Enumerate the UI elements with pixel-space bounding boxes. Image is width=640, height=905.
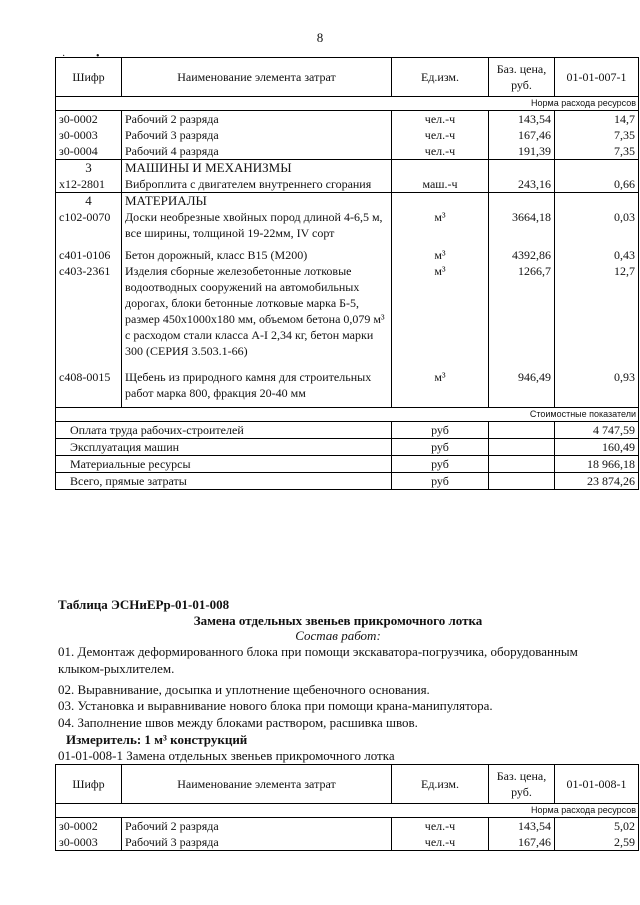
row-unit: м³	[392, 369, 489, 401]
row-unit: чел.-ч	[392, 143, 489, 160]
header-price: Баз. цена, руб.	[489, 765, 555, 804]
header-name: Наименование элемента затрат	[122, 765, 392, 804]
row-price: 167,46	[489, 127, 555, 143]
header-code: Шифр	[56, 58, 122, 97]
total-unit: руб	[392, 456, 489, 473]
row-unit: м³	[392, 263, 489, 359]
page-number: 8	[316, 30, 324, 45]
row-code: з0-0003	[56, 127, 122, 143]
table-row	[56, 818, 639, 835]
header-unit: Ед.изм.	[392, 58, 489, 97]
row-code: с408-0015	[56, 369, 122, 401]
section-title: МАШИНЫ И МЕХАНИЗМЫ	[122, 160, 392, 177]
row-code: з0-0002	[56, 111, 122, 128]
section-number: 4	[56, 193, 122, 210]
table-row	[56, 127, 639, 143]
table-row	[56, 111, 639, 128]
total-row	[56, 473, 639, 490]
resource-table-01-01-008-1	[55, 764, 639, 851]
norm-note: Норма расхода ресурсов	[56, 804, 639, 818]
row-name: Доски необрезные хвойных пород длиной 4-6,5 м, все ширины, толщиной 19-22мм, IV сорт	[122, 209, 392, 241]
row-unit: маш.-ч	[392, 176, 489, 193]
section-heading-machines	[56, 160, 639, 177]
row-price: 143,54	[489, 111, 555, 128]
total-value: 18 966,18	[555, 456, 639, 473]
row-price: 191,39	[489, 143, 555, 160]
total-unit: руб	[392, 439, 489, 456]
work-step: 03. Установка и выравнивание нового блока при помощи крана-манипулятора.	[58, 698, 493, 713]
work-step: 04. Заполнение швов между блоками раствором, расшивка швов.	[58, 715, 418, 730]
table-header	[56, 58, 639, 97]
total-unit: руб	[392, 473, 489, 490]
table-header	[56, 765, 639, 804]
row-code: х12-2801	[56, 176, 122, 193]
row-norm: 0,03	[555, 209, 639, 241]
table-row	[56, 176, 639, 193]
row-unit: чел.-ч	[392, 818, 489, 835]
scan-mark: •	[96, 51, 100, 62]
row-norm: 7,35	[555, 143, 639, 160]
section-heading-materials	[56, 193, 639, 210]
row-code: з0-0002	[56, 818, 122, 835]
table-row	[56, 247, 639, 263]
row-code: з0-0004	[56, 143, 122, 160]
row-name: Виброплита с двигателем внутреннего сгорания	[122, 176, 392, 193]
row-price: 946,49	[489, 369, 555, 401]
section-subtitle: Замена отдельных звеньев прикромочного лотка	[193, 613, 483, 628]
total-label: Оплата труда рабочих-строителей	[56, 422, 392, 439]
row-norm: 5,02	[555, 818, 639, 835]
row-name: Изделия сборные железобетонные лотковые водоотводных сооружений на автомобильных дорогах, блоки бетонные лотковые марка Б-5, размер 450х1000х180 мм, объемом бетона 0,079 м³ с расходом стали класса А-I 2,34 кг, бетон марки 300 (СЕРИЯ 3.503.1-66)	[122, 263, 392, 359]
row-price: 143,54	[489, 818, 555, 835]
row-code: с403-2361	[56, 263, 122, 359]
row-norm: 7,35	[555, 127, 639, 143]
row-price: 1266,7	[489, 263, 555, 359]
total-row	[56, 439, 639, 456]
row-name: Рабочий 2 разряда	[122, 818, 392, 835]
work-step: 01. Демонтаж деформированного блока при помощи экскаватора-погрузчика, оборудованным клыком-рыхлителем.	[58, 644, 578, 676]
row-norm: 14,7	[555, 111, 639, 128]
composition-heading: Состав работ:	[295, 628, 381, 643]
total-row	[56, 456, 639, 473]
work-step: 02. Выравнивание, досыпка и уплотнение щебеночного основания.	[58, 682, 430, 697]
row-unit: м³	[392, 247, 489, 263]
total-label: Материальные ресурсы	[56, 456, 392, 473]
header-name: Наименование элемента затрат	[122, 58, 392, 97]
row-price: 167,46	[489, 834, 555, 851]
row-norm: 0,93	[555, 369, 639, 401]
table-title: Таблица ЭСНиЕРр-01-01-008	[58, 597, 230, 612]
total-label: Всего, прямые затраты	[56, 473, 392, 490]
row-code: с401-0106	[56, 247, 122, 263]
header-table-code: 01-01-007-1	[555, 58, 639, 97]
row-price: 3664,18	[489, 209, 555, 241]
row-name: Щебень из природного камня для строительных работ марка 800, фракция 20-40 мм	[122, 369, 392, 401]
row-code: с102-0070	[56, 209, 122, 241]
total-unit: руб	[392, 422, 489, 439]
measure-unit: Измеритель: 1 м³ конструкций	[66, 732, 248, 747]
section-title: МАТЕРИАЛЫ	[122, 193, 392, 210]
row-norm: 12,7	[555, 263, 639, 359]
row-unit: чел.-ч	[392, 834, 489, 851]
row-unit: чел.-ч	[392, 111, 489, 128]
total-row	[56, 422, 639, 439]
header-unit: Ед.изм.	[392, 765, 489, 804]
row-name: Бетон дорожный, класс В15 (М200)	[122, 247, 392, 263]
row-price: 243,16	[489, 176, 555, 193]
item-line: 01-01-008-1 Замена отдельных звеньев прикромочного лотка	[58, 748, 395, 763]
table-row	[56, 834, 639, 851]
row-norm: 0,43	[555, 247, 639, 263]
row-norm: 2,59	[555, 834, 639, 851]
row-name: Рабочий 3 разряда	[122, 127, 392, 143]
total-value: 160,49	[555, 439, 639, 456]
row-norm: 0,66	[555, 176, 639, 193]
section-number: 3	[56, 160, 122, 177]
row-code: з0-0003	[56, 834, 122, 851]
header-table-code: 01-01-008-1	[555, 765, 639, 804]
total-label: Эксплуатация машин	[56, 439, 392, 456]
table-row	[56, 369, 639, 401]
table-row	[56, 209, 639, 241]
total-value: 23 874,26	[555, 473, 639, 490]
cost-note: Стоимостные показатели	[56, 408, 639, 422]
row-unit: м³	[392, 209, 489, 241]
row-name: Рабочий 4 разряда	[122, 143, 392, 160]
row-unit: чел.-ч	[392, 127, 489, 143]
header-price: Баз. цена, руб.	[489, 58, 555, 97]
total-value: 4 747,59	[555, 422, 639, 439]
table-row	[56, 263, 639, 359]
row-price: 4392,86	[489, 247, 555, 263]
scan-mark: ·	[62, 51, 66, 62]
row-name: Рабочий 3 разряда	[122, 834, 392, 851]
norm-note: Норма расхода ресурсов	[56, 97, 639, 111]
header-code: Шифр	[56, 765, 122, 804]
row-name: Рабочий 2 разряда	[122, 111, 392, 128]
resource-table-01-01-007-1	[55, 57, 639, 490]
table-row	[56, 143, 639, 160]
